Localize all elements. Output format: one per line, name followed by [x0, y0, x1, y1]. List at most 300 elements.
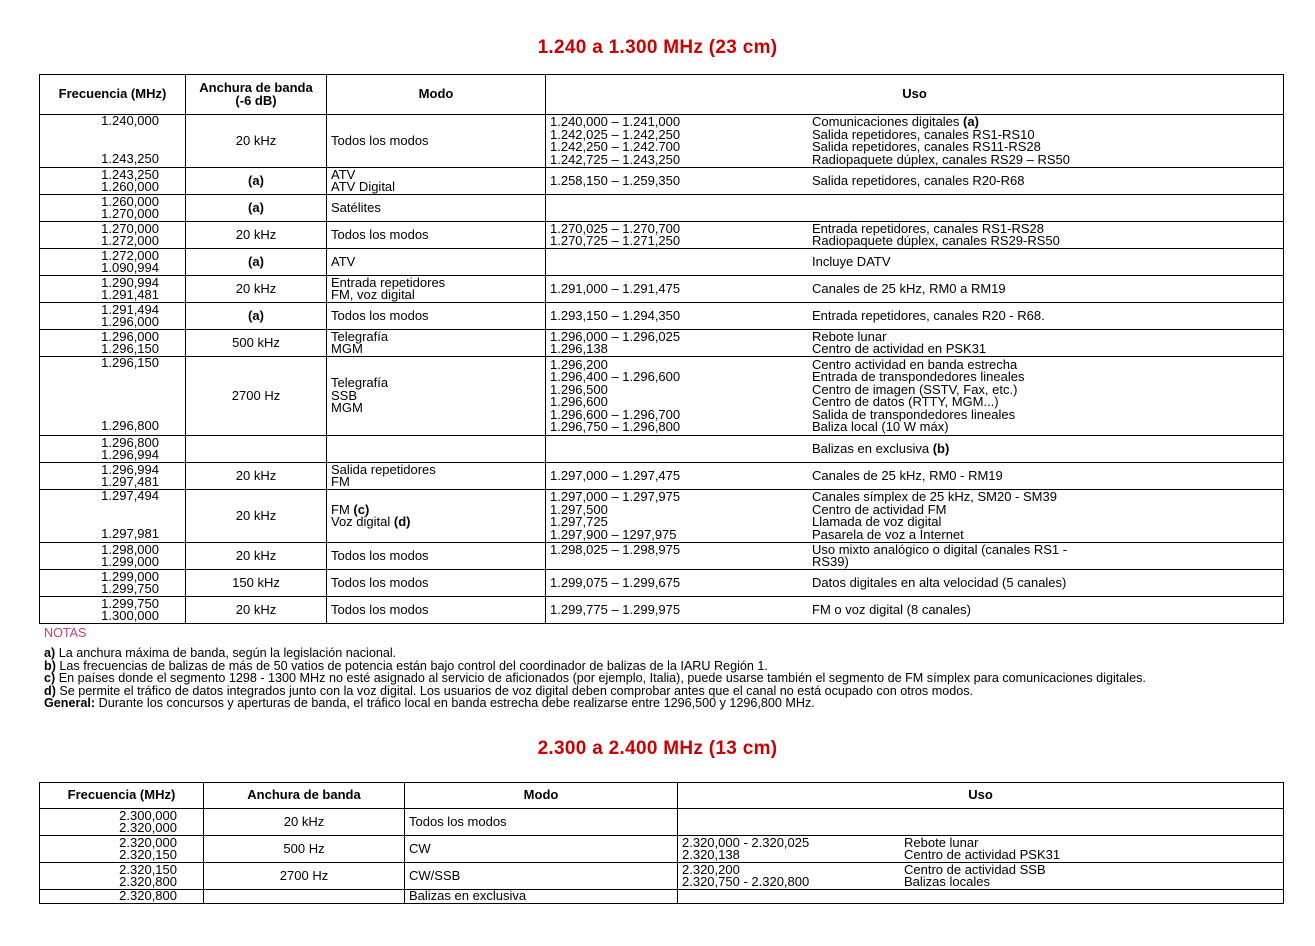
- mode-line: [331, 476, 541, 489]
- uso-range: 1.297,900 – 1297,975: [550, 526, 677, 542]
- freq-cell: [40, 863, 204, 890]
- freq-start: 2.320,000: [119, 834, 177, 850]
- note-c-label: c): [44, 671, 56, 686]
- uso-cell: [678, 809, 1284, 836]
- bandwidth-cell: [204, 890, 405, 904]
- freq-end: 2.320,800: [119, 874, 177, 889]
- uso-description: [812, 601, 1283, 617]
- uso-range: 1.299,775 – 1.299,975: [550, 601, 681, 617]
- mode-line: [331, 402, 541, 415]
- freq-end: 2.320,000: [119, 820, 177, 835]
- uso-range: 2.320,000 - 2.320,025: [682, 834, 810, 850]
- freq-cell: [40, 809, 204, 836]
- mode-text: MGM: [331, 400, 363, 416]
- freq-end: 1.243,250: [101, 150, 159, 166]
- mode-text: Voz digital: [331, 514, 391, 529]
- uso-range: 1.296,138: [550, 341, 608, 356]
- freq-end: 1.299,750: [101, 581, 159, 596]
- bandwidth-cell: [204, 836, 405, 863]
- bandwidth-cell: [186, 597, 327, 624]
- freq-cell: [40, 115, 186, 168]
- uso-range: 1.291,000 – 1.291,475: [550, 280, 681, 296]
- bandwidth-cell: [186, 115, 327, 168]
- freq-end: 1.296,994: [101, 447, 159, 462]
- mode-cell: [327, 543, 546, 570]
- uso-line: [546, 541, 1283, 557]
- freq-start: 2.320,150: [119, 861, 177, 877]
- uso-text: Pasarela de voz a Internet: [812, 526, 964, 542]
- uso-description: [812, 253, 1283, 269]
- mode-line: [331, 461, 541, 477]
- mode-line: [409, 813, 673, 829]
- mode-cell: [405, 809, 678, 836]
- uso-line: [678, 849, 1283, 862]
- bandwidth-cell: [186, 195, 327, 222]
- freq-cell: [40, 357, 186, 436]
- uso-description: [812, 467, 1283, 483]
- uso-text: Centro actividad en banda estrecha: [812, 356, 1018, 372]
- uso-cell: [546, 597, 1284, 624]
- uso-line: [546, 343, 1283, 356]
- uso-range: 2.320,750 - 2.320,800: [682, 874, 810, 889]
- uso-cell: [678, 836, 1284, 863]
- uso-text: Centro de actividad FM: [812, 501, 947, 517]
- freq-cell: [40, 490, 186, 543]
- mode-cell: [327, 303, 546, 330]
- mode-text: Salida repetidores: [331, 461, 436, 477]
- freq-end: 1.296,150: [101, 341, 159, 356]
- uso-line: [546, 172, 1283, 188]
- mode-line: [331, 547, 541, 563]
- mode-text: SSB: [331, 387, 358, 403]
- mode-text: CW: [409, 840, 431, 856]
- header-mode: Modo: [405, 783, 678, 809]
- table-row: [40, 357, 1284, 436]
- notes-section: [44, 627, 1284, 709]
- mode-text: Todos los modos: [331, 574, 429, 590]
- note-d-label: d): [44, 683, 56, 698]
- bandwidth-value: 20 kHz: [283, 813, 325, 829]
- uso-range: 1.296,500: [550, 381, 608, 397]
- bandwidth-value: (a): [248, 172, 264, 188]
- table-row: [40, 168, 1284, 195]
- uso-text: Salida de transpondedores lineales: [812, 406, 1016, 422]
- uso-cell: [546, 463, 1284, 490]
- mode-cell: [405, 836, 678, 863]
- bandwidth-value: 2700 Hz: [231, 387, 281, 403]
- uso-cell: [546, 168, 1284, 195]
- bandwidth-value: 20 kHz: [235, 547, 277, 563]
- mode-text: ATV Digital: [331, 179, 396, 194]
- band1-title: 1.240 a 1.300 MHz (23 cm): [537, 37, 778, 58]
- uso-range: 1.297,500: [550, 501, 608, 517]
- uso-description: [812, 440, 1283, 456]
- mode-cell: [327, 115, 546, 168]
- freq-start: 1.299,750: [101, 595, 159, 611]
- mode-line: [331, 199, 541, 215]
- uso-line: [546, 440, 1283, 456]
- header-mode: Modo: [327, 75, 546, 115]
- uso-text: Canales símplex de 25 kHz, SM20 - SM39: [812, 489, 1057, 504]
- bandwidth-cell: [186, 570, 327, 597]
- uso-text: Baliza local (10 W máx): [812, 419, 949, 434]
- uso-range: 1.296,000 – 1.296,025: [550, 328, 681, 344]
- bandwidth-value: 20 kHz: [235, 226, 277, 242]
- mode-text: Todos los modos: [331, 307, 429, 323]
- uso-range: 1.296,600: [550, 394, 608, 409]
- uso-range: 1.296,750 – 1.296,800: [550, 419, 681, 434]
- uso-cell: [678, 890, 1284, 904]
- freq-cell: [40, 836, 204, 863]
- uso-cell: [546, 543, 1284, 570]
- mode-text: ATV: [331, 166, 356, 182]
- bandwidth-value: 20 kHz: [235, 280, 277, 296]
- mode-text: MGM: [331, 341, 363, 356]
- uso-range: 1.258,150 – 1.259,350: [550, 172, 681, 188]
- freq-start: 1.296,150: [101, 355, 159, 370]
- mode-cell: [327, 222, 546, 249]
- table-row: [40, 222, 1284, 249]
- bandwidth-value: (a): [248, 253, 264, 269]
- mode-line: [331, 377, 541, 390]
- mode-cell: [327, 249, 546, 276]
- bandwidth-cell: [186, 543, 327, 570]
- freq-end: 1.272,000: [101, 233, 159, 248]
- bandwidth-value: 20 kHz: [235, 601, 277, 617]
- bandwidth-value: (a): [248, 199, 264, 215]
- table-row: [40, 276, 1284, 303]
- mode-line: [409, 840, 673, 856]
- freq-cell: [40, 330, 186, 357]
- bandwidth-cell: [186, 249, 327, 276]
- uso-text: Rebote lunar: [904, 834, 979, 850]
- uso-description: [812, 574, 1283, 590]
- table-row: [40, 330, 1284, 357]
- table-row: [40, 490, 1284, 543]
- bandwidth-value: 500 kHz: [232, 334, 280, 350]
- mode-line: [331, 132, 541, 148]
- mode-note: (d): [393, 514, 411, 529]
- uso-text: Canales de 25 kHz, RM0 - RM19: [812, 467, 1003, 483]
- mode-cell: [327, 597, 546, 624]
- uso-description: [812, 151, 1283, 167]
- uso-description: [904, 849, 1283, 862]
- uso-range: 1.270,025 – 1.270,700: [550, 220, 681, 236]
- note-c-text: En países donde el segmento 1298 - 1300 MHz no esté asignado al servicio de aficionados (por ejemplo, Italia), puede usarse también el segmento de FM símplex para comunicaciones digitales.: [58, 671, 1146, 686]
- uso-line: [678, 876, 1283, 889]
- uso-cell: [546, 490, 1284, 543]
- freq-end: 1.296,800: [101, 417, 159, 433]
- table-row: [40, 863, 1284, 890]
- bandwidth-cell: [186, 168, 327, 195]
- freq-end: 1.270,000: [101, 206, 159, 221]
- mode-line: [331, 307, 541, 323]
- freq-end: 1.296,000: [101, 314, 159, 329]
- uso-text: Comunicaciones digitales: [812, 114, 960, 129]
- uso-range: 1.293,150 – 1.294,350: [550, 307, 681, 323]
- uso-range: [546, 443, 812, 456]
- uso-range: 1.242,025 – 1.242,250: [550, 126, 681, 142]
- uso-text: FM o voz digital (8 canales): [812, 601, 971, 617]
- mode-text: FM, voz digital: [331, 287, 415, 302]
- mode-text: Todos los modos: [409, 813, 507, 829]
- freq-cell: [40, 195, 186, 222]
- freq-end: 1.090,994: [101, 260, 159, 275]
- header-uso: Uso: [546, 75, 1284, 115]
- bandwidth-value: 20 kHz: [235, 507, 277, 523]
- uso-description: [812, 526, 1283, 542]
- table-row: [40, 570, 1284, 597]
- uso-text: Balizas en exclusiva: [812, 440, 930, 456]
- uso-note: (b): [932, 440, 950, 456]
- uso-range: [546, 256, 812, 269]
- freq-start: 1.298,000: [101, 541, 159, 557]
- note-d-text: Se permite el tráfico de datos integrados junto con la voz digital. Los usuarios de voz digital deben comprobar antes que el canal no está ocupado con otros modos.: [59, 683, 973, 698]
- mode-text: ATV: [331, 253, 356, 269]
- mode-note: (c): [353, 501, 370, 517]
- uso-text: Entrada repetidores, canales RS1-RS28: [812, 220, 1044, 236]
- bandwidth-value: 500 Hz: [283, 840, 325, 856]
- mode-text: Telegrafía: [331, 328, 389, 344]
- uso-text: Uso mixto analógico o digital (canales RS1 -: [812, 541, 1068, 557]
- uso-description: [904, 876, 1283, 889]
- note-a-text: La anchura máxima de banda, según la legislación nacional.: [58, 646, 397, 661]
- uso-cell: [546, 330, 1284, 357]
- freq-cell: [40, 276, 186, 303]
- table-row: [40, 249, 1284, 276]
- bandwidth-value: 20 kHz: [235, 132, 277, 148]
- uso-text: Centro de imagen (SSTV, Fax, etc.): [812, 381, 1018, 397]
- table-row: [40, 836, 1284, 863]
- mode-text: FM: [331, 474, 350, 489]
- table-row: [40, 115, 1284, 168]
- freq-end: 1.300,000: [101, 608, 159, 623]
- uso-line: [546, 467, 1283, 483]
- mode-line: [331, 601, 541, 617]
- mode-text: Satélites: [331, 199, 381, 215]
- mode-text: Todos los modos: [331, 132, 429, 148]
- mode-line: [409, 890, 673, 903]
- freq-end: 2.320,150: [119, 847, 177, 862]
- bandwidth-cell: [204, 809, 405, 836]
- table-row: [40, 303, 1284, 330]
- note-b-text: Las frecuencias de balizas de más de 50 vatios de potencia están bajo control del coordinador de balizas de la IARU Región 1.: [59, 658, 768, 673]
- uso-range: [546, 556, 812, 569]
- freq-start: 1.270,000: [101, 220, 159, 236]
- uso-range: 1.242,250 – 1.242.700: [550, 139, 681, 154]
- freq-cell: [40, 436, 186, 463]
- uso-range: 1.298,025 – 1.298,975: [550, 541, 681, 557]
- table-row: [40, 436, 1284, 463]
- uso-line: [546, 280, 1283, 296]
- freq-end: 1.299,000: [101, 554, 159, 569]
- uso-range: 1.270,725 – 1.271,250: [550, 233, 681, 248]
- note-general-label: General:: [44, 696, 96, 711]
- uso-text: RS39): [812, 554, 849, 569]
- table-row: [40, 543, 1284, 570]
- band2-table: [39, 782, 1284, 904]
- freq-start: 1.299,000: [101, 568, 159, 584]
- uso-cell: [546, 570, 1284, 597]
- mode-cell: [405, 890, 678, 904]
- freq-cell: [40, 890, 204, 904]
- uso-text: Centro de datos (RTTY, MGM...): [812, 394, 999, 409]
- uso-text: Entrada repetidores, canales R20 - R68.: [812, 307, 1045, 323]
- mode-line: [331, 516, 541, 529]
- uso-text: Centro de actividad SSB: [904, 861, 1046, 877]
- uso-text: Rebote lunar: [812, 328, 887, 344]
- bandwidth-cell: [186, 357, 327, 436]
- uso-text: Datos digitales en alta velocidad (5 canales): [812, 574, 1067, 590]
- uso-note: (a): [963, 114, 979, 129]
- freq-cell: [40, 303, 186, 330]
- freq-start: 1.296,800: [101, 434, 159, 450]
- uso-range: 1.240,000 – 1.241,000: [550, 114, 681, 129]
- freq-cell: [40, 543, 186, 570]
- uso-description: [812, 421, 1283, 434]
- bandwidth-cell: [186, 463, 327, 490]
- uso-line: [546, 151, 1283, 167]
- mode-text: Todos los modos: [331, 547, 429, 563]
- table-row: [40, 890, 1284, 904]
- table-row: [40, 195, 1284, 222]
- bandwidth-cell: [186, 222, 327, 249]
- uso-text: Incluye DATV: [812, 253, 891, 269]
- freq-start: 1.240,000: [101, 113, 159, 128]
- uso-line: [546, 601, 1283, 617]
- uso-line: [546, 556, 1283, 569]
- uso-text: Salida repetidores, canales RS11-RS28: [812, 139, 1041, 154]
- header-bw: Anchura de banda: [204, 783, 405, 809]
- uso-range: 1.296,400 – 1.296,600: [550, 369, 681, 384]
- mode-text: Todos los modos: [331, 226, 429, 242]
- uso-line: [546, 574, 1283, 590]
- freq-start: 2.320,800: [119, 888, 177, 904]
- mode-cell: [327, 570, 546, 597]
- bandwidth-value: 20 kHz: [235, 467, 277, 483]
- uso-range: 1.296,600 – 1.296,700: [550, 406, 681, 422]
- uso-range: 1.242,725 – 1.243,250: [550, 151, 681, 167]
- mode-line: [331, 253, 541, 269]
- mode-text: Todos los modos: [331, 601, 429, 617]
- uso-text: Entrada de transpondedores lineales: [812, 369, 1025, 384]
- bandwidth-cell: [186, 303, 327, 330]
- uso-text: Canales de 25 kHz, RM0 a RM19: [812, 280, 1006, 296]
- header-bw: Anchura de banda (-6 dB): [186, 75, 327, 115]
- uso-description: [812, 235, 1283, 248]
- uso-text: Centro de actividad PSK31: [904, 847, 1061, 862]
- uso-description: [812, 307, 1283, 323]
- bandwidth-value: 2700 Hz: [279, 867, 329, 883]
- freq-start: 1.296,994: [101, 461, 159, 477]
- freq-cell: [40, 222, 186, 249]
- uso-cell: [546, 195, 1284, 222]
- freq-start: 1.272,000: [101, 247, 159, 263]
- uso-cell: [546, 357, 1284, 436]
- note-general-text: Durante los concursos y aperturas de banda, el tráfico local en banda estrecha debe realizarse entre 1296,500 y 1296,800 MHz.: [98, 696, 815, 711]
- band1-table: [39, 74, 1284, 624]
- mode-line: [331, 181, 541, 194]
- freq-start: 1.243,250: [101, 166, 159, 182]
- uso-cell: [546, 436, 1284, 463]
- note-a-label: a): [44, 646, 56, 661]
- uso-range: 1.297,000 – 1.297,975: [550, 489, 681, 504]
- freq-cell: [40, 597, 186, 624]
- bandwidth-value: (a): [248, 307, 264, 323]
- freq-end: 1.260,000: [101, 179, 159, 194]
- mode-text: Balizas en exclusiva: [409, 888, 527, 904]
- bandwidth-cell: [186, 436, 327, 463]
- mode-text: FM: [331, 501, 350, 517]
- mode-cell: [327, 490, 546, 543]
- uso-range: 1.296,200: [550, 356, 608, 372]
- note-general: [44, 697, 1284, 709]
- uso-text: Salida repetidores, canales RS1-RS10: [812, 126, 1035, 142]
- freq-start: 2.300,000: [119, 807, 177, 823]
- uso-text: Radiopaquete dúplex, canales RS29-RS50: [812, 233, 1060, 248]
- mode-line: [409, 867, 673, 883]
- mode-cell: [405, 863, 678, 890]
- uso-text: Centro de actividad en PSK31: [812, 341, 987, 356]
- uso-cell: [546, 276, 1284, 303]
- freq-start: 1.297,494: [101, 488, 159, 503]
- uso-line: [546, 421, 1283, 434]
- table-row: [40, 597, 1284, 624]
- mode-text: CW/SSB: [409, 867, 461, 883]
- uso-text: Llamada de voz digital: [812, 514, 942, 529]
- freq-start: 1.296,000: [101, 328, 159, 344]
- mode-cell: [327, 463, 546, 490]
- bandwidth-cell: [186, 330, 327, 357]
- note-b-label: b): [44, 658, 56, 673]
- uso-cell: [546, 222, 1284, 249]
- mode-text: Entrada repetidores: [331, 274, 446, 290]
- bandwidth-cell: [204, 863, 405, 890]
- header-freq: Frecuencia (MHz): [40, 75, 186, 115]
- table-row: [40, 809, 1284, 836]
- mode-cell: [327, 436, 546, 463]
- uso-description: [812, 541, 1283, 557]
- freq-cell: [40, 463, 186, 490]
- bandwidth-value: 150 kHz: [232, 574, 280, 590]
- freq-cell: [40, 570, 186, 597]
- freq-start: 1.290,994: [101, 274, 159, 290]
- freq-start: 1.291,494: [101, 301, 159, 317]
- uso-line: [546, 307, 1283, 323]
- uso-line: [546, 526, 1283, 542]
- band2-title: 2.300 a 2.400 MHz (13 cm): [537, 738, 778, 759]
- uso-line: [546, 235, 1283, 248]
- uso-text: Salida repetidores, canales R20-R68: [812, 172, 1025, 188]
- freq-start: 1.260,000: [101, 193, 159, 209]
- mode-line: [331, 226, 541, 242]
- notes-heading: NOTAS: [44, 626, 87, 640]
- uso-description: [812, 172, 1283, 188]
- uso-range: 1.299,075 – 1.299,675: [550, 574, 681, 590]
- freq-end: 1.297,981: [101, 525, 159, 541]
- uso-range: 1.297,000 – 1.297,475: [550, 467, 681, 483]
- uso-text: Balizas locales: [904, 874, 990, 889]
- uso-range: 1.297,725: [550, 514, 608, 529]
- freq-end: 1.297,481: [101, 474, 159, 489]
- mode-text: Telegrafía: [331, 375, 389, 391]
- mode-line: [331, 289, 541, 302]
- uso-cell: [678, 863, 1284, 890]
- uso-line: [546, 253, 1283, 269]
- freq-cell: [40, 249, 186, 276]
- table-row: [40, 463, 1284, 490]
- bandwidth-cell: [186, 276, 327, 303]
